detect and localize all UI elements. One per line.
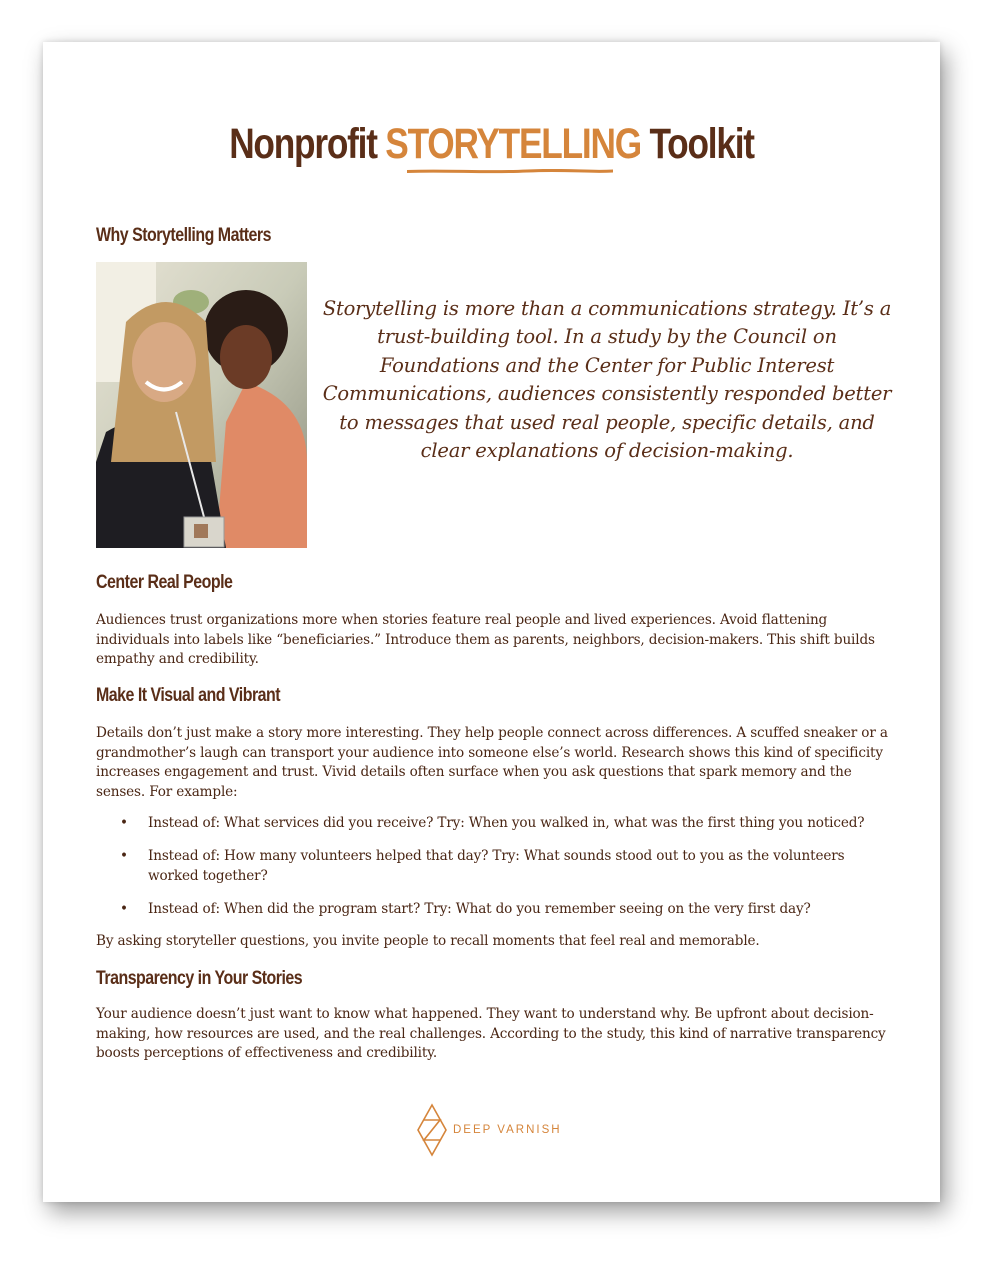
- title-part-1: Nonprofit: [229, 120, 377, 168]
- center-body: Audiences trust organizations more when stories feature real people and lived experiences. Avoid flattening individuals into labels like “beneficiaries.” Introduce them as parents, neighbors, decision-makers. This shift builds empathy and credibility.: [96, 612, 875, 668]
- title-accent: STORYTELLING: [385, 120, 641, 168]
- heading-make-it-visual: Make It Visual and Vibrant: [96, 685, 281, 706]
- transparency-body: Your audience doesn’t just want to know what happened. They want to understand why. Be upfront about decision-making, how resources are used, and the real challenges. According to the study, this kind of narrative transparency boosts perceptions of effectiveness and credibility.: [96, 1006, 886, 1062]
- visual-body: Details don’t just make a story more interesting. They help people connect across differences. A scuffed sneaker or a grandmother’s laugh can transport your audience into someone else’s world. Research shows this kind of specificity increases engagement and trust. Vivid details often surface when you ask questions that spark memory and the senses. For example:: [96, 725, 888, 800]
- heading-center-real-people: Center Real People: [96, 572, 233, 593]
- document-page: Nonprofit STORYTELLING Toolkit Why Storytelling Matters Storytelling is more than a communications strategy. It’s a trust-building tool. In a study by the Council on Foundations and the Center for Public Interest Communications, audiences consistently responded better to messages that used real people, specific details, and clear explanations of decision-making. Center Real People Audiences trust organizations more when stories feature real people and lived experiences. Avoid flattening individuals into labels like “beneficiaries.” Introduce them as parents, neighbors, decision-makers. This shift builds empathy and credibility. Make It Visual and Vibrant Details don’t just make a story more interesting. They help people connect across differences. A scuffed sneaker or a grandmother’s laugh can transport your audience into someone else’s world. Research shows this kind of specificity increases engagement and trust. Vivid details often surface when you ask questions that spark memory and the senses. For example: • Instead of: What services did you receive? Try: When you walked in, what was the first thing you noticed? • Instead of: How many volunteers helped that day? Try: What sounds stood out to you as the volunteers worked together? • Instead of: When did the program start? Try: What do you remember seeing on the very first day? By asking storyteller questions, you invite people to recall moments that feel real and memorable. Transparency in Your Stories Your audience doesn’t just want to know what happened. They want to understand why. Be upfront about decision-making, how resources are used, and the real challenges. According to the study, this kind of narrative transparency boosts perceptions of effectiveness and credibility. DEEP VARNISH: [43, 42, 940, 1202]
- title-part-2: Toolkit: [649, 120, 754, 168]
- page-title: [124, 120, 860, 169]
- heading-why-storytelling: Why Storytelling Matters: [96, 225, 272, 246]
- brush-underline: [407, 169, 613, 174]
- logo-text: DEEP VARNISH: [453, 1124, 562, 1136]
- visual-closing: By asking storyteller questions, you invite people to recall moments that feel real and memorable.: [96, 933, 760, 949]
- photo-two-women-smiling: [96, 262, 307, 548]
- heading-transparency: Transparency in Your Stories: [96, 968, 303, 989]
- pull-quote: Storytelling is more than a communications strategy. It’s a trust-building tool. In a study by the Council on Foundations and the Center for Public Interest Communications, audiences consistently responded better to messages that used real people, specific details, and clear explanations of decision-making.: [322, 297, 892, 463]
